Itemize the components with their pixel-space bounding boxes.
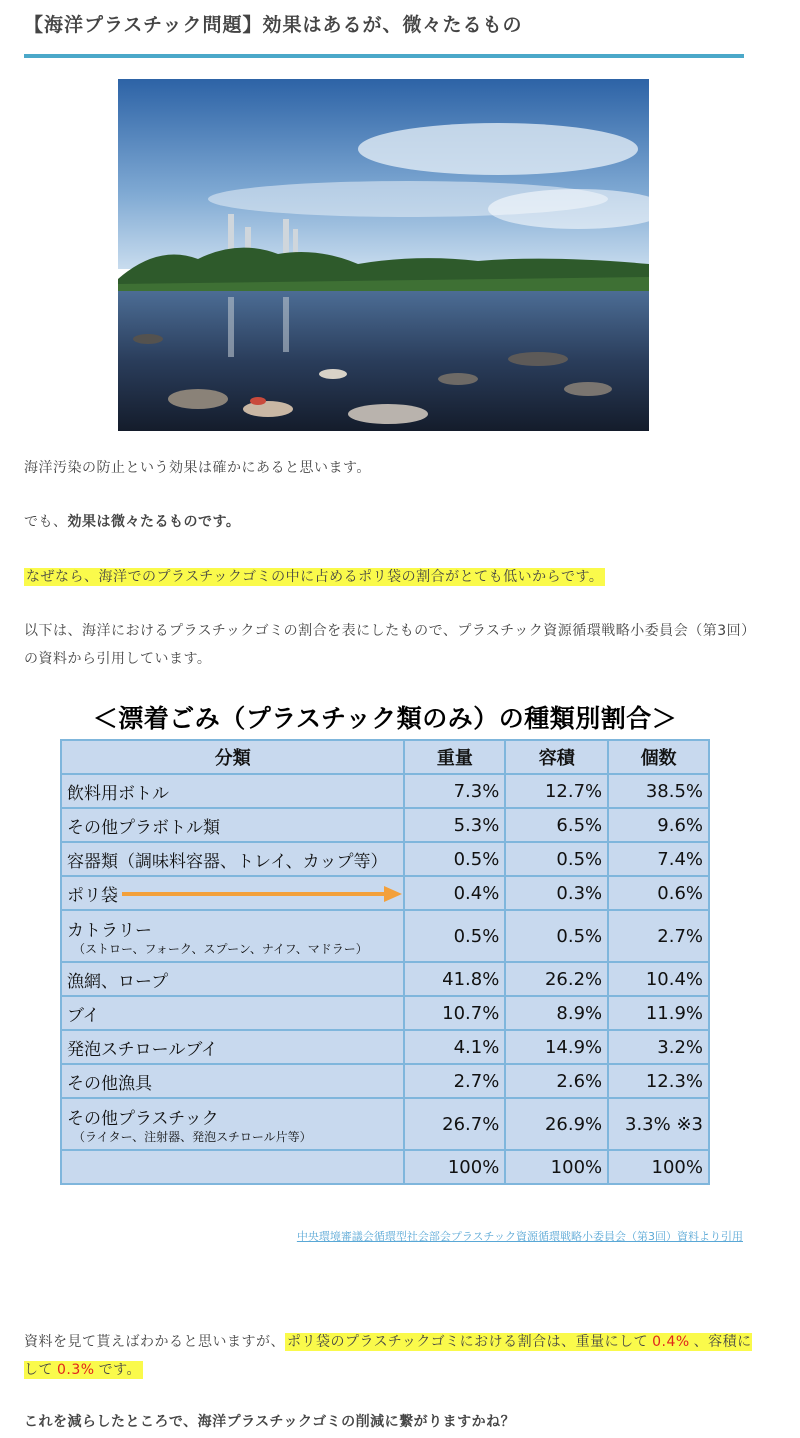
paragraph-4: 以下は、海洋におけるプラスチックゴミの割合を表にしたもので、プラスチック資源循環戦略小委員会（第3回）の資料から引用しています。: [24, 623, 749, 667]
header-count: 個数: [608, 740, 709, 774]
table-header-row: [61, 740, 709, 774]
row-weight: 26.7%: [404, 1098, 505, 1150]
arrow-icon: [122, 886, 402, 902]
table-row: [61, 910, 709, 962]
row-volume: 100%: [505, 1150, 608, 1184]
paragraph-1: 海洋汚染の防止という効果は確かにあると思います。: [24, 460, 371, 476]
row-count: 2.7%: [608, 910, 709, 962]
paragraph-2-prefix: でも、: [24, 514, 68, 530]
row-name: 発泡スチロールブイ: [61, 1030, 404, 1064]
paragraph-5-red-1: 0.4%: [652, 1334, 690, 1350]
table-title: ＜漂着ごみ（プラスチック類のみ）の種類別割合＞: [92, 704, 678, 733]
row-weight: 10.7%: [404, 996, 505, 1030]
header-volume: 容積: [505, 740, 608, 774]
row-count: 11.9%: [608, 996, 709, 1030]
row-count: 3.2%: [608, 1030, 709, 1064]
header-weight: 重量: [404, 740, 505, 774]
paragraph-2: [24, 508, 752, 536]
row-volume: 26.9%: [505, 1098, 608, 1150]
row-count: 3.3% ※3: [608, 1098, 709, 1150]
article-heading: 【海洋プラスチック問題】効果はあるが、微々たるもの: [24, 14, 523, 36]
citation-link[interactable]: 中央環境審議会循環型社会部会プラスチック資源循環戦略小委員会（第3回）資料より引用: [296, 1230, 743, 1243]
table-row: [61, 808, 709, 842]
row-volume: 0.3%: [505, 876, 608, 910]
row-count: 0.6%: [608, 876, 709, 910]
row-volume: 6.5%: [505, 808, 608, 842]
row-weight: 0.5%: [404, 842, 505, 876]
paragraph-5-highlight-1: ポリ袋のプラスチックゴミにおける割合は、重量にして: [287, 1334, 649, 1350]
row-volume: 12.7%: [505, 774, 608, 808]
paragraph-5-red-2: 0.3%: [57, 1362, 95, 1378]
table-row-plastic-bag: [61, 876, 709, 910]
row-name: その他プラボトル類: [61, 808, 404, 842]
row-name: [61, 1150, 404, 1184]
row-name: ブイ: [61, 996, 404, 1030]
row-weight: 100%: [404, 1150, 505, 1184]
table-total-row: [61, 1150, 709, 1184]
row-weight: 5.3%: [404, 808, 505, 842]
row-name: カトラリー: [67, 920, 152, 941]
row-volume: 8.9%: [505, 996, 608, 1030]
row-count: 38.5%: [608, 774, 709, 808]
paragraph-2-emphasis: 効果は微々たるものです。: [67, 514, 241, 530]
row-subtext: （ストロー、フォーク、スプーン、ナイフ、マドラー）: [73, 941, 368, 956]
header-category: 分類: [61, 740, 404, 774]
row-count: 7.4%: [608, 842, 709, 876]
paragraph-3: [24, 563, 752, 591]
row-name-cell: [61, 1098, 404, 1150]
paragraph-5-prefix: 資料を見て貰えばわかると思いますが、: [24, 1334, 285, 1350]
row-volume: 26.2%: [505, 962, 608, 996]
paragraph-5-highlight-2: 、容積にして: [24, 1334, 752, 1378]
table-row: [61, 842, 709, 876]
plastic-waste-table: [60, 739, 710, 1185]
table-row: [61, 774, 709, 808]
row-name: その他漁具: [61, 1064, 404, 1098]
table-row: [61, 1098, 709, 1150]
table-row: [61, 962, 709, 996]
row-weight: 2.7%: [404, 1064, 505, 1098]
row-name: ポリ袋: [67, 885, 118, 906]
row-weight: 7.3%: [404, 774, 505, 808]
paragraph-5: [24, 1328, 752, 1384]
row-name: 漁網、ロープ: [61, 962, 404, 996]
row-name: その他プラスチック: [67, 1108, 219, 1129]
row-weight: 0.5%: [404, 910, 505, 962]
row-weight: 41.8%: [404, 962, 505, 996]
row-volume: 2.6%: [505, 1064, 608, 1098]
paragraph-5-highlight-3: です。: [98, 1362, 141, 1378]
row-name: 飲料用ボトル: [61, 774, 404, 808]
row-count: 9.6%: [608, 808, 709, 842]
row-name-cell: [61, 876, 404, 910]
polluted-river-photo: [118, 79, 649, 431]
row-name: 容器類（調味料容器、トレイ、カップ等）: [61, 842, 404, 876]
row-count: 100%: [608, 1150, 709, 1184]
row-volume: 14.9%: [505, 1030, 608, 1064]
row-name-cell: [61, 910, 404, 962]
heading-underline: [24, 54, 744, 58]
paragraph-6: これを減らしたところで、海洋プラスチックゴミの削減に繋がりますかね？: [24, 1414, 516, 1430]
paragraph-3-highlight: なぜなら、海洋でのプラスチックゴミの中に占めるポリ袋の割合がとても低いからです。: [26, 569, 604, 585]
row-volume: 0.5%: [505, 842, 608, 876]
table-row: [61, 996, 709, 1030]
row-volume: 0.5%: [505, 910, 608, 962]
row-subtext: （ライター、注射器、発泡スチロール片等）: [73, 1129, 312, 1144]
row-weight: 4.1%: [404, 1030, 505, 1064]
row-count: 10.4%: [608, 962, 709, 996]
table-row: [61, 1064, 709, 1098]
row-weight: 0.4%: [404, 876, 505, 910]
table-row: [61, 1030, 709, 1064]
row-count: 12.3%: [608, 1064, 709, 1098]
